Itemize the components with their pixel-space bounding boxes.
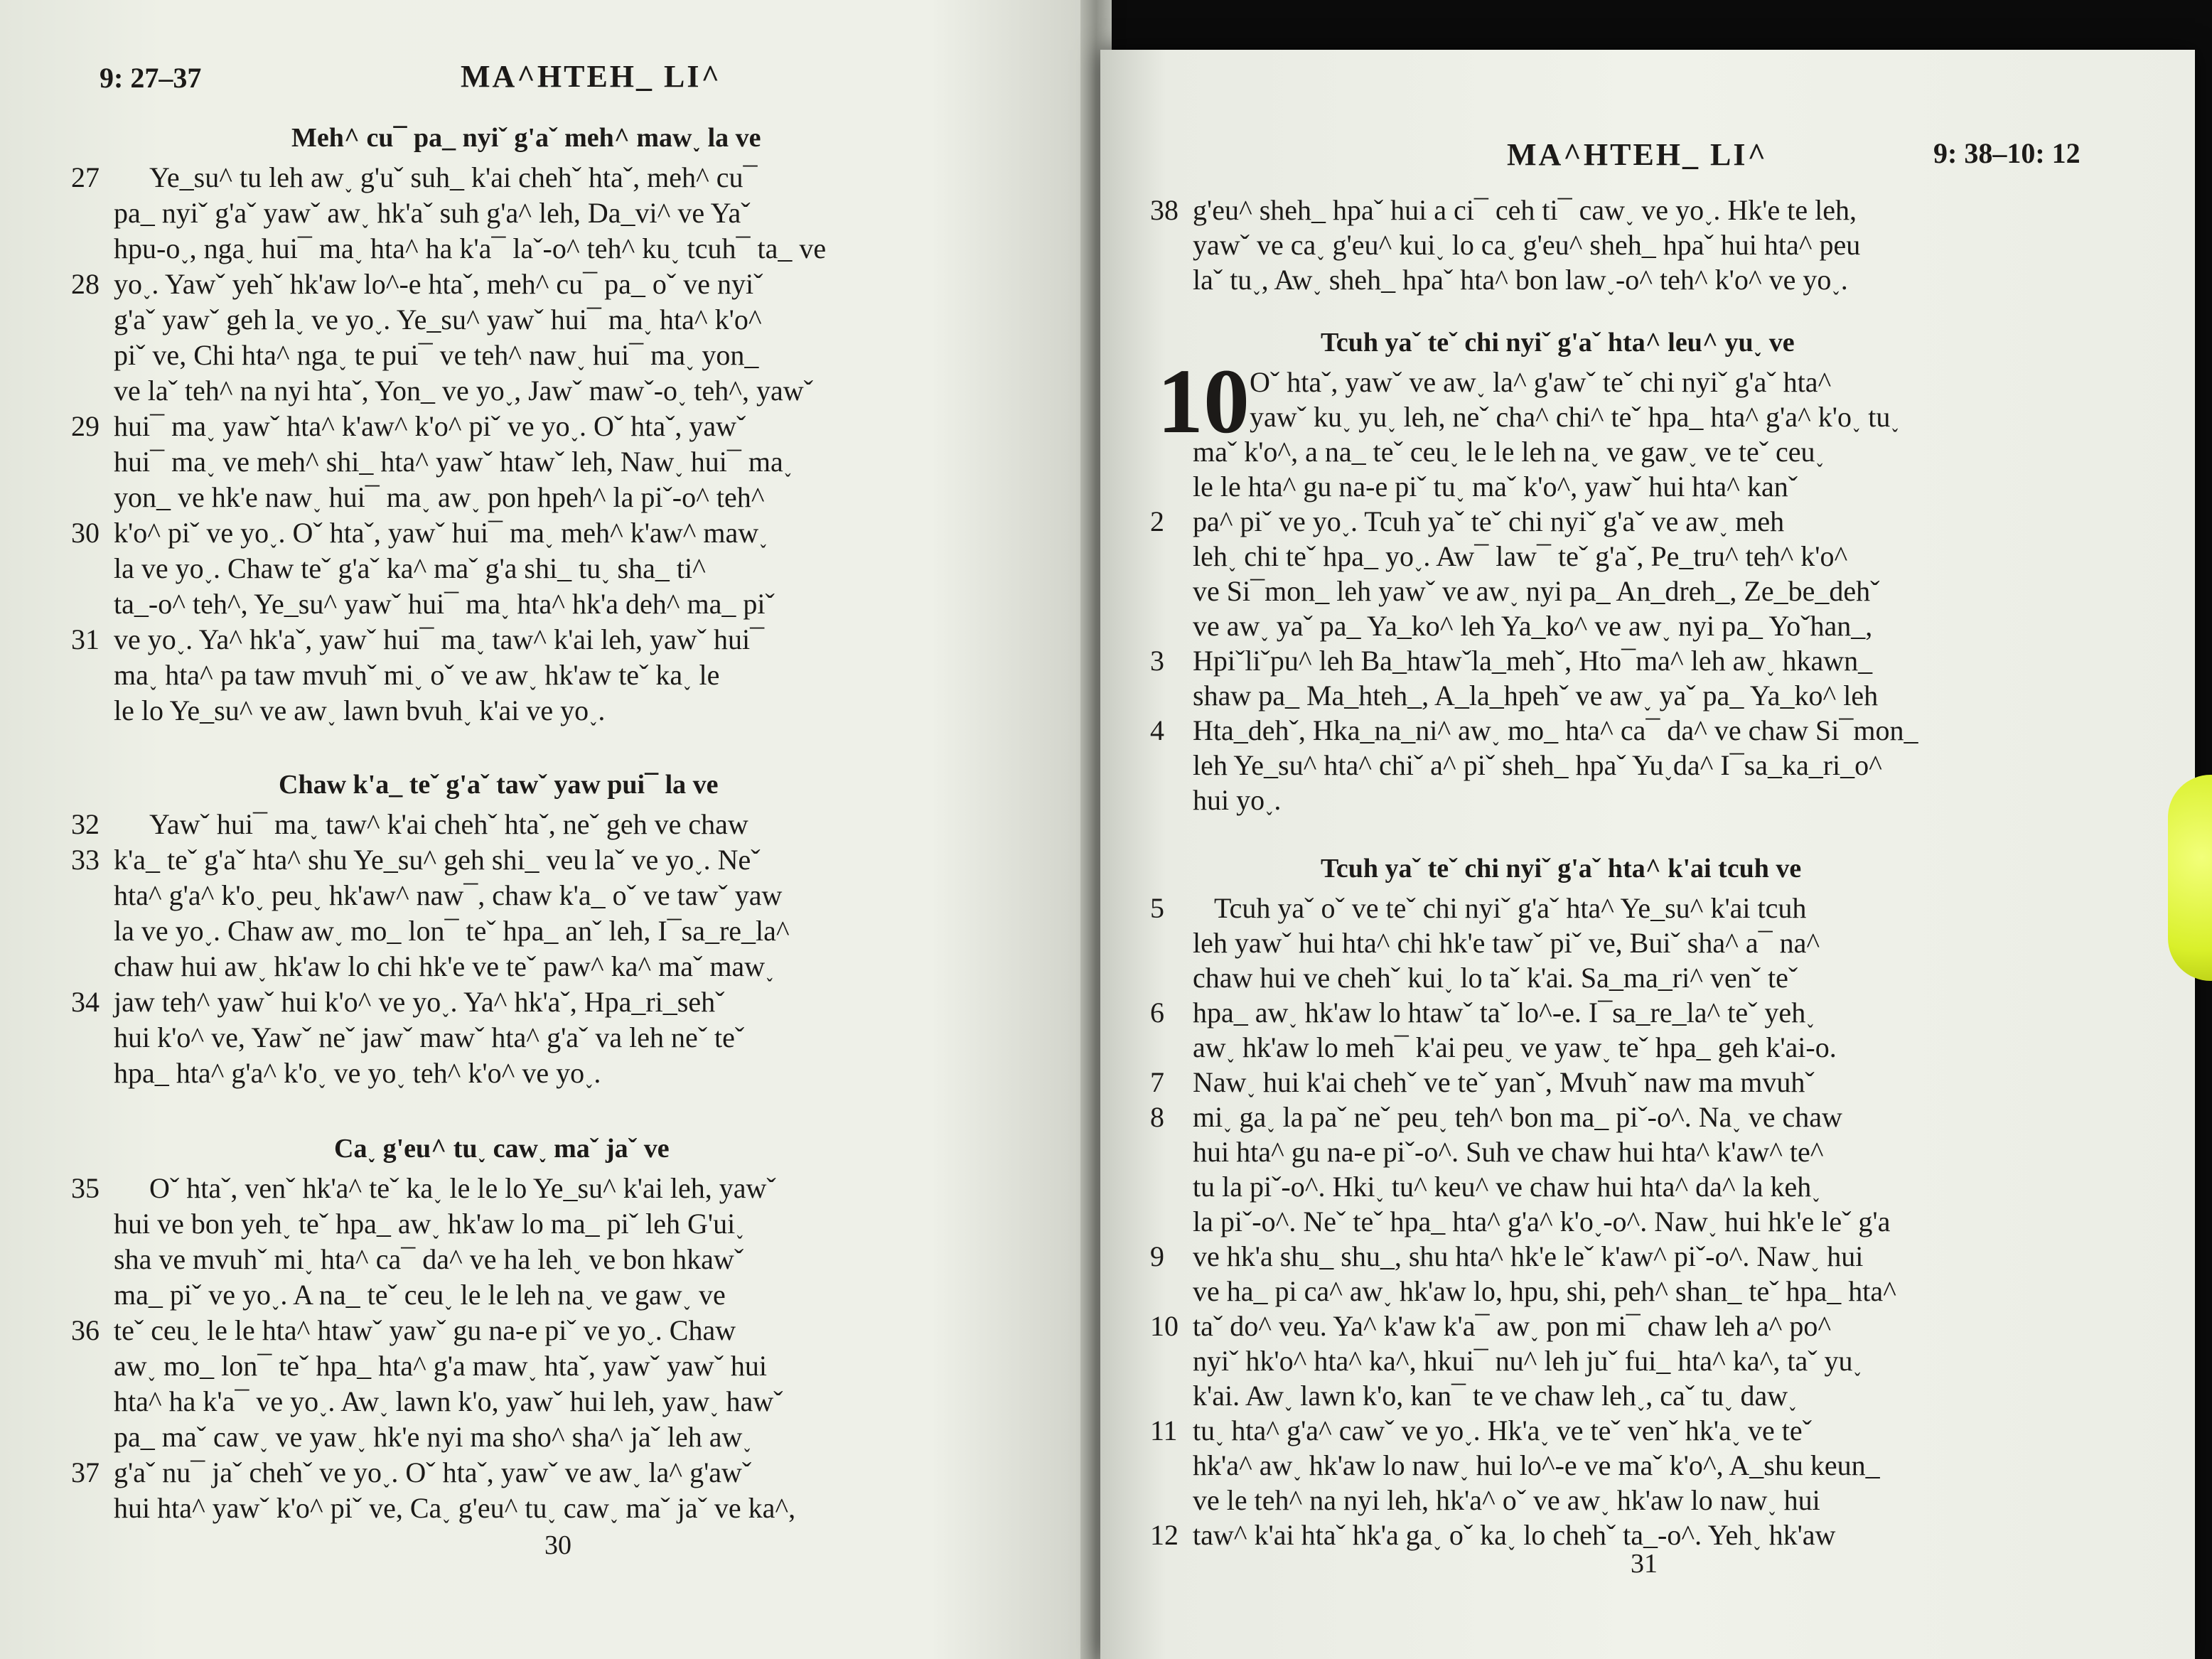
text-line: aw˯ mo_ lon¯ teˇ hpa_ hta^ g'a maw˯ htaˇ, yawˇ yawˇ hui [114,1350,768,1382]
text-line: ve Si¯mon_ leh yawˇ ve aw˯ nyi pa_ An_dreh_, Ze_be_dehˇ [1193,575,1880,607]
text-line: ve yo˯. Ya^ hk'aˇ, yawˇ hui¯ ma˯ taw^ k'ai leh, yawˇ hui¯ [114,623,765,655]
text-line: Naw˯ hui k'ai chehˇ ve teˇ yanˇ, Mvuhˇ naw ma mvuhˇ [1193,1066,1815,1098]
verse-number: 32 [71,808,100,840]
text-line: leh yawˇ hui hta^ chi hk'e tawˇ piˇ ve, Buiˇ sha^ a¯ na^ [1193,927,1820,959]
text-line: la ve yo˯. Chaw aw˯ mo_ lon¯ teˇ hpa_ anˇ leh, I¯sa_re_la^ [114,915,790,947]
right-title: MA^HTEH_ LI^ [1507,137,1768,172]
text-line: hpa_ hta^ g'a^ k'o˯ ve yo˯ teh^ k'o^ ve yo˯. [114,1057,601,1089]
text-line: le lo Ye_su^ ve aw˯ lawn bvuh˯ k'ai ve yo˯. [114,694,606,726]
text-line: Yawˇ hui¯ ma˯ taw^ k'ai chehˇ htaˇ, neˇ geh ve chaw [149,808,748,840]
text-line: Oˇ htaˇ, yawˇ ve aw˯ la^ g'awˇ teˇ chi nyiˇ g'aˇ hta^ [1250,366,1832,398]
text-line: pa^ piˇ ve yo˯. Tcuh yaˇ teˇ chi nyiˇ g'aˇ ve aw˯ meh [1193,505,1785,537]
text-line: yawˇ ku˯ yu˯ leh, neˇ cha^ chi^ teˇ hpa_ hta^ g'a^ k'o˯ tu˯ [1250,401,1900,433]
verse-number: 27 [71,161,100,193]
section-heading: Ca˯ g'eu^ tu˯ caw˯ maˇ jaˇ ve [334,1134,670,1164]
text-line: taw^ k'ai htaˇ hk'a ga˯ oˇ ka˯ lo chehˇ ta_-o^. Yeh˯ hk'aw [1193,1519,1836,1551]
text-line: ve ha_ pi ca^ aw˯ hk'aw lo, hpu, shi, peh^ shan_ teˇ hpa_ hta^ [1193,1275,1896,1307]
text-line: chaw hui aw˯ hk'aw lo chi hk'e ve teˇ paw^ ka^ maˇ maw˯ [114,950,775,982]
text-line: k'ai. Aw˯ lawn k'o, kan¯ te ve chaw leh˯, caˇ tu˯ daw˯ [1193,1380,1798,1412]
text-line: la piˇ-o^. Neˇ teˇ hpa_ hta^ g'a^ k'o˯-o^. Naw˯ hui hk'e leˇ g'a [1193,1206,1891,1237]
right-page-number: 31 [1631,1549,1658,1579]
text-line: piˇ ve, Chi hta^ nga˯ te pui¯ ve teh^ naw˯ hui¯ ma˯ yon_ [114,339,759,371]
text-line: chaw hui ve chehˇ kui˯ lo taˇ k'ai. Sa_ma_ri^ venˇ teˇ [1193,962,1798,994]
text-line: la ve yo˯. Chaw teˇ g'aˇ ka^ maˇ g'a shi_ tu˯ sha_ ti^ [114,552,706,584]
text-line: hui k'o^ ve, Yawˇ neˇ jawˇ mawˇ hta^ g'aˇ va leh neˇ teˇ [114,1021,745,1053]
verse-number: 38 [1150,194,1179,226]
text-line: nyiˇ hk'o^ hta^ ka^, hkui¯ nu^ leh juˇ fui_ hta^ ka^, taˇ yu˯ [1193,1345,1862,1377]
verse-number: 5 [1150,892,1164,924]
text-line: ve laˇ teh^ na nyi htaˇ, Yon_ ve yo˯, Jawˇ mawˇ-o˯ teh^, yawˇ [114,375,813,407]
section-heading: Chaw k'a_ teˇ g'aˇ tawˇ yaw pui¯ la ve [279,770,719,800]
verse-number: 33 [71,844,100,876]
verse-number: 30 [71,517,100,549]
text-line: ve le teh^ na nyi leh, hk'a^ oˇ ve aw˯ hk'aw lo naw˯ hui [1193,1484,1820,1516]
text-line: teˇ ceu˯ le le hta^ htawˇ yawˇ gu na-e piˇ ve yo˯. Chaw [114,1314,736,1346]
text-line: g'eu^ sheh_ hpaˇ hui a ci¯ ceh ti¯ caw˯ ve yo˯. Hk'e te leh, [1193,194,1857,226]
text-line: ta_-o^ teh^, Ye_su^ yawˇ hui¯ ma˯ hta^ hk'a deh^ ma_ piˇ [114,588,775,620]
verse-number: 12 [1150,1519,1179,1551]
text-line: taˇ do^ veu. Ya^ k'aw k'a¯ aw˯ pon mi¯ chaw leh a^ po^ [1193,1310,1832,1342]
verse-number: 36 [71,1314,100,1346]
section-heading: Meh^ cu¯ pa_ nyiˇ g'aˇ meh^ maw˯ la ve [291,123,761,153]
text-line: hk'a^ aw˯ hk'aw lo naw˯ hui lo^-e ve maˇ k'o^, A_shu keun_ [1193,1449,1880,1481]
text-line: hui ve bon yeh˯ teˇ hpa_ aw˯ hk'aw lo ma_ piˇ leh G'ui˯ [114,1208,745,1240]
text-line: Hpiˇliˇpu^ leh Ba_htawˇla_mehˇ, Hto¯ma^ leh aw˯ hkawn_ [1193,645,1873,677]
text-line: g'aˇ nu¯ jaˇ chehˇ ve yo˯. Oˇ htaˇ, yawˇ ve aw˯ la^ g'awˇ [114,1456,752,1488]
text-line: hui yo˯. [1193,784,1282,816]
text-line: hta^ g'a^ k'o˯ peu˯ hk'aw^ naw¯, chaw k'a_ oˇ ve tawˇ yaw [114,879,783,911]
left-title: MA^HTEH_ LI^ [461,59,722,94]
verse-number: 3 [1150,645,1164,677]
text-line: sha ve mvuhˇ mi˯ hta^ ca¯ da^ ve ha leh˯ ve bon hkawˇ [114,1243,744,1275]
text-line: jaw teh^ yawˇ hui k'o^ ve yo˯. Ya^ hk'aˇ, Hpa_ri_sehˇ [114,986,725,1018]
verse-number: 31 [71,623,100,655]
verse-number: 35 [71,1172,100,1204]
left-page-number: 30 [544,1530,571,1560]
text-line: yawˇ ve ca˯ g'eu^ kui˯ lo ca˯ g'eu^ sheh_ hpaˇ hui hta^ peu [1193,229,1861,261]
verse-number: 29 [71,410,100,442]
chapter-number: 10 [1157,350,1250,453]
text-line: ma_ piˇ ve yo˯. A na_ teˇ ceu˯ le le leh na˯ ve gaw˯ ve [114,1279,726,1311]
verse-number: 8 [1150,1101,1164,1133]
text-line: Ye_su^ tu leh aw˯ g'uˇ suh_ k'ai chehˇ htaˇ, meh^ cu¯ [149,161,758,193]
text-line: pa_ nyiˇ g'aˇ yawˇ aw˯ hk'aˇ suh g'a^ leh, Da_vi^ ve Yaˇ [114,197,751,229]
text-line: hpu-o˯, nga˯ hui¯ ma˯ hta^ ha k'a¯ laˇ-o^ teh^ ku˯ tcuh¯ ta_ ve [114,232,827,264]
text-line: laˇ tu˯, Aw˯ sheh_ hpaˇ hta^ bon law˯-o^ teh^ k'o^ ve yo˯. [1193,264,1848,296]
left-page [0,0,1095,1659]
text-line: tu˯ hta^ g'a^ cawˇ ve yo˯. Hk'a˯ ve teˇ venˇ hk'a˯ ve teˇ [1193,1414,1812,1446]
text-line: maˇ k'o^, a na_ teˇ ceu˯ le le leh na˯ ve gaw˯ ve teˇ ceu˯ [1193,436,1825,468]
text-line: Oˇ htaˇ, venˇ hk'a^ teˇ ka˯ le le lo Ye_su^ k'ai leh, yawˇ [149,1172,776,1204]
text-line: ve aw˯ yaˇ pa_ Ya_ko^ leh Ya_ko^ ve aw˯ nyi pa_ Yoˇhan_, [1193,610,1873,642]
text-line: k'o^ piˇ ve yo˯. Oˇ htaˇ, yawˇ hui¯ ma˯ meh^ k'aw^ maw˯ [114,517,768,549]
text-line: yo˯. Yawˇ yehˇ hk'aw lo^-e htaˇ, meh^ cu¯ pa_ oˇ ve nyiˇ [114,268,763,300]
text-line: hui¯ ma˯ yawˇ hta^ k'aw^ k'o^ piˇ ve yo˯. Oˇ htaˇ, yawˇ [114,410,746,442]
text-line: pa_ maˇ caw˯ ve yaw˯ hk'e nyi ma sho^ sha^ jaˇ leh aw˯ [114,1421,752,1453]
verse-number: 34 [71,986,100,1018]
text-line: g'aˇ yawˇ geh la˯ ve yo˯. Ye_su^ yawˇ hui¯ ma˯ hta^ k'o^ [114,304,762,335]
text-line: tu la piˇ-o^. Hki˯ tu^ keu^ ve chaw hui hta^ da^ la keh˯ [1193,1171,1821,1203]
text-line: le le hta^ gu na-e piˇ tu˯ maˇ k'o^, yawˇ hui hta^ kanˇ [1193,471,1798,503]
section-heading: Tcuh yaˇ teˇ chi nyiˇ g'aˇ hta^ k'ai tcuh ve [1321,854,1802,884]
verse-number: 10 [1150,1310,1179,1342]
text-line: aw˯ hk'aw lo meh¯ k'ai peu˯ ve yaw˯ teˇ hpa_ geh k'ai-o. [1193,1031,1837,1063]
text-line: hta^ ha k'a¯ ve yo˯. Aw˯ lawn k'o, yawˇ hui leh, yaw˯ hawˇ [114,1385,783,1417]
verse-number: 4 [1150,714,1164,746]
text-line: k'a_ teˇ g'aˇ hta^ shu Ye_su^ geh shi_ veu laˇ ve yo˯. Neˇ [114,844,761,876]
text-line: Tcuh yaˇ oˇ ve teˇ chi nyiˇ g'aˇ hta^ Ye_su^ k'ai tcuh [1214,892,1807,924]
text-line: hpa_ aw˯ hk'aw lo htawˇ taˇ lo^-e. I¯sa_re_la^ teˇ yeh˯ [1193,997,1815,1029]
text-line: yon_ ve hk'e naw˯ hui¯ ma˯ aw˯ pon hpeh^ la piˇ-o^ teh^ [114,481,765,513]
right-reference: 9: 38–10: 12 [1933,137,2081,169]
left-reference: 9: 27–37 [100,62,202,94]
yellow-tab-marker [2168,775,2212,981]
text-line: Hta_dehˇ, Hka_na_ni^ aw˯ mo_ hta^ ca¯ da^ ve chaw Si¯mon_ [1193,714,1918,746]
verse-number: 2 [1150,505,1164,537]
verse-number: 7 [1150,1066,1164,1098]
text-line: hui hta^ yawˇ k'o^ piˇ ve, Ca˯ g'eu^ tu˯ caw˯ maˇ jaˇ ve ka^, [114,1492,796,1524]
verse-number: 9 [1150,1240,1164,1272]
text-line: ve hk'a shu_ shu_, shu hta^ hk'e leˇ k'aw^ piˇ-o^. Naw˯ hui [1193,1240,1864,1272]
text-line: hui¯ ma˯ ve meh^ shi_ hta^ yawˇ htawˇ leh, Naw˯ hui¯ ma˯ [114,446,793,478]
right-page [1100,50,2195,1659]
text-line: shaw pa_ Ma_hteh_, A_la_hpehˇ ve aw˯ yaˇ pa_ Ya_ko^ leh [1193,680,1879,712]
text-line: mi˯ ga˯ la paˇ neˇ peu˯ teh^ bon ma_ piˇ-o^. Na˯ ve chaw [1193,1101,1842,1133]
text-line: hui hta^ gu na-e piˇ-o^. Suh ve chaw hui hta^ k'aw^ te^ [1193,1136,1824,1168]
text-line: leh˯ chi teˇ hpa_ yo˯. Aw¯ law¯ teˇ g'aˇ, Pe_tru^ teh^ k'o^ [1193,540,1848,572]
text-line: leh Ye_su^ hta^ chiˇ a^ piˇ sheh_ hpaˇ Yu˯da^ I¯sa_ka_ri_o^ [1193,749,1882,781]
verse-number: 28 [71,268,100,300]
verse-number: 11 [1150,1414,1178,1446]
verse-number: 6 [1150,997,1164,1029]
verse-number: 37 [71,1456,100,1488]
text-line: ma˯ hta^ pa taw mvuhˇ mi˯ oˇ ve aw˯ hk'aw teˇ ka˯ le [114,659,720,691]
section-heading: Tcuh yaˇ teˇ chi nyiˇ g'aˇ hta^ leu^ yu˯ ve [1321,328,1795,358]
